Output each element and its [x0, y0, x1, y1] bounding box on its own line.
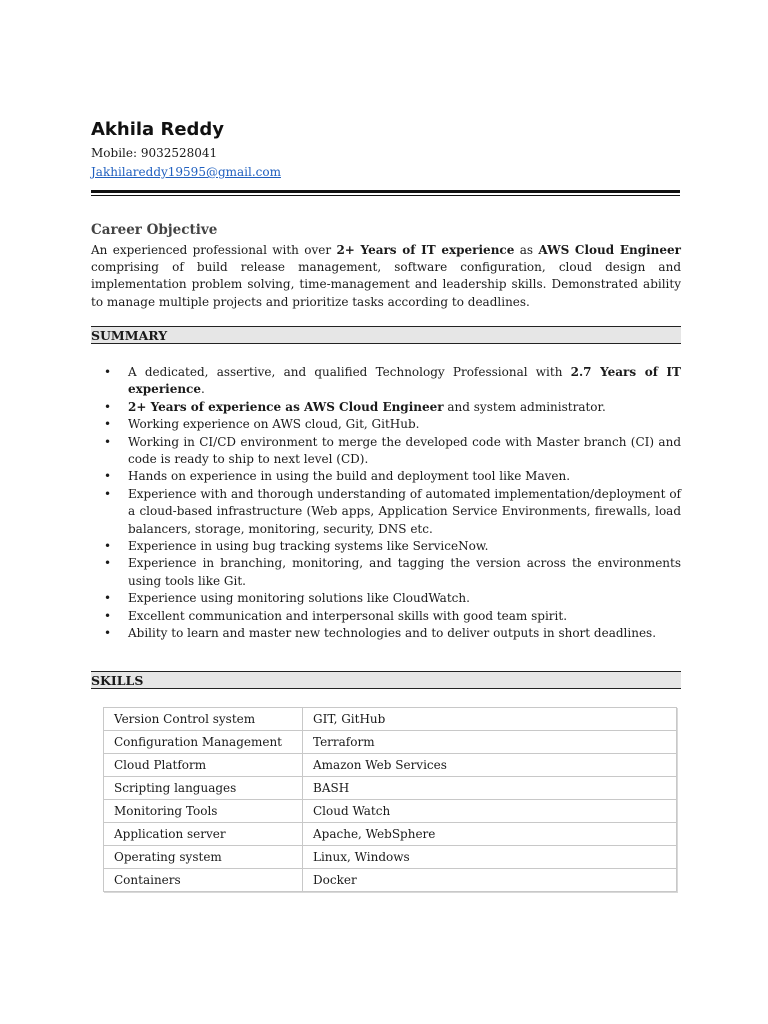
- skill-category: Cloud Platform: [104, 754, 303, 777]
- bullet-icon: •: [104, 399, 112, 414]
- skill-value: BASH: [303, 777, 677, 800]
- skill-category: Scripting languages: [104, 777, 303, 800]
- summary-item: • Working in CI/CD environment to merge the developed code with Master branch (CI) and code is ready to ship to next level (CD).: [104, 434, 681, 467]
- skill-value: Terraform: [303, 731, 677, 754]
- email-link[interactable]: Jakhilareddy19595@gmail.com: [91, 165, 281, 179]
- summary-item: • Experience with and thorough understanding of automated implementation/deployment of a cloud-based infrastructure (Web apps, Application Service Environments, firewalls, load balancers, storage, monitoring, security, DNS etc.: [104, 486, 681, 536]
- bullet-icon: •: [104, 469, 112, 484]
- skill-category: Operating system: [104, 846, 303, 869]
- summary-section-header: [91, 326, 681, 344]
- summary-item: • Experience using monitoring solutions like CloudWatch.: [91, 590, 681, 607]
- table-row: [104, 823, 677, 846]
- summary-item: • Ability to learn and master new technologies and to deliver outputs in short deadlines.: [91, 625, 681, 642]
- summary-item: • 2+ Years of experience as AWS Cloud Engineer and system administrator.: [91, 399, 681, 416]
- summary-list: [91, 364, 681, 643]
- bullet-icon: •: [104, 417, 112, 432]
- career-objective-heading: Career Objective: [91, 222, 218, 238]
- bullet-icon: •: [104, 434, 112, 449]
- summary-item: • Experience in branching, monitoring, and tagging the version across the environments using tools like Git.: [104, 556, 681, 588]
- summary-item: • Excellent communication and interpersonal skills with good team spirit.: [91, 608, 681, 625]
- table-row: [104, 800, 677, 823]
- skill-value: Apache, WebSphere: [303, 823, 677, 846]
- skill-value: GIT, GitHub: [303, 708, 677, 731]
- skill-category: Version Control system: [104, 708, 303, 731]
- summary-item: • Hands on experience in using the build and deployment tool like Maven.: [91, 468, 681, 485]
- bullet-icon: •: [104, 539, 112, 554]
- skill-value: Docker: [303, 869, 677, 892]
- bullet-icon: •: [104, 608, 112, 623]
- skill-value: Linux, Windows: [303, 846, 677, 869]
- table-row: [104, 731, 677, 754]
- summary-item: • Working experience on AWS cloud, Git, GitHub.: [91, 416, 681, 433]
- summary-item: • A dedicated, assertive, and qualified Technology Professional with 2.7 Years of IT experience.: [104, 365, 681, 397]
- summary-item: • Experience in using bug tracking systems like ServiceNow.: [91, 538, 681, 555]
- candidate-name: Akhila Reddy: [91, 119, 225, 140]
- career-objective-text: An experienced professional with over 2+ Years of IT experience as AWS Cloud Engineer comprising of build release management, software configuration, cloud design and implementation problem solving, time-management and leadership skills. Demonstrated ability to manage multiple projects and prioritize tasks according to deadlines.: [91, 243, 681, 309]
- skills-section-header: [91, 671, 681, 689]
- skill-value: Cloud Watch: [303, 800, 677, 823]
- header-divider-thin: [91, 195, 680, 196]
- bullet-icon: •: [104, 556, 112, 571]
- skill-category: Monitoring Tools: [104, 800, 303, 823]
- header-divider-thick: [91, 190, 680, 193]
- table-row: [104, 846, 677, 869]
- skill-category: Application server: [104, 823, 303, 846]
- bullet-icon: •: [104, 486, 112, 501]
- table-row: [104, 869, 677, 892]
- bullet-icon: •: [104, 365, 112, 379]
- mobile-number: Mobile: 9032528041: [91, 146, 218, 160]
- summary-heading: SUMMARY: [91, 328, 168, 343]
- skill-category: Configuration Management: [104, 731, 303, 754]
- skills-heading: SKILLS: [91, 673, 144, 688]
- skill-category: Containers: [104, 869, 303, 892]
- skill-value: Amazon Web Services: [303, 754, 677, 777]
- bullet-icon: •: [104, 591, 112, 606]
- skills-table: [103, 707, 677, 892]
- table-row: [104, 708, 677, 731]
- table-row: [104, 754, 677, 777]
- table-row: [104, 777, 677, 800]
- bullet-icon: •: [104, 626, 112, 641]
